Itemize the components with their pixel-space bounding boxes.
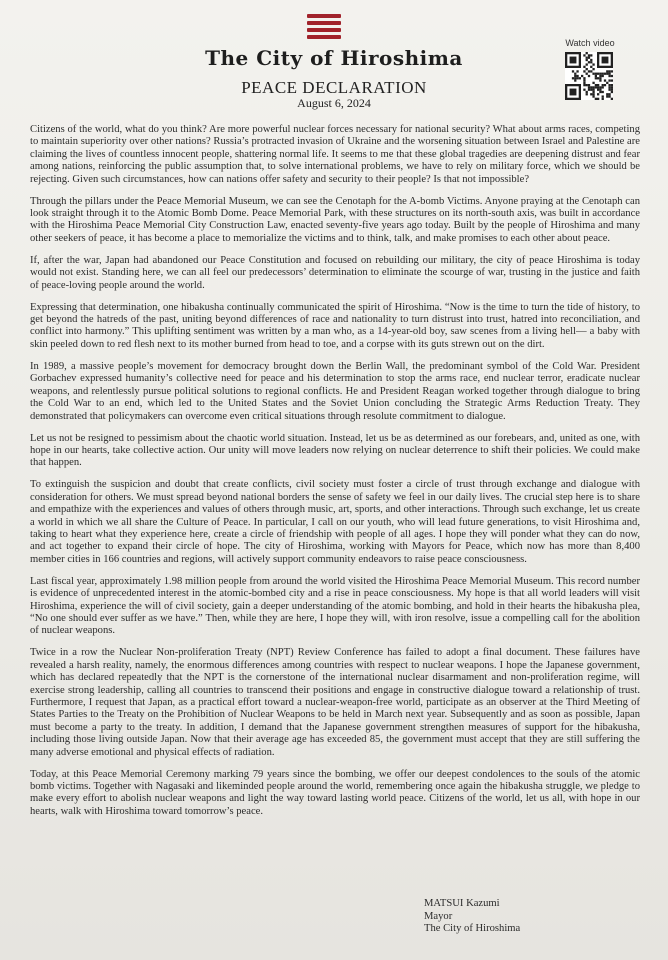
paragraph: Through the pillars under the Peace Memorial Museum, we can see the Cenotaph for the A-bomb Victims. Anyone praying at the Cenotaph can look straight through it to the Atomic Bomb Dome. Peace Memorial Park, with these structures on its north-south axis, was built in accordance with the Hiroshima Peace Memorial City Construction Law, enacted seventy-five years ago today. Built by the people of Hiroshima and many other seekers of peace, it has become a place to memorialize the victims and to think, talk, and make promises to each other about peace. <box>30 195 640 244</box>
signatory-role: Mayor <box>424 910 453 922</box>
declaration-date: August 6, 2024 <box>297 96 371 110</box>
watch-video-label: Watch video <box>565 38 615 48</box>
declaration-body <box>30 124 640 828</box>
paragraph: If, after the war, Japan had abandoned our Peace Constitution and focused on rebuilding our military, the city of peace Hiroshima is today would not exist. Standing here, we can all feel our predecessors’ determination to eliminate the scourge of war, trusting in the justice and faith of peace-loving people around the world. <box>30 254 640 291</box>
signatory-name: MATSUI Kazumi <box>424 898 500 909</box>
page-title: PEACE DECLARATION <box>241 78 427 97</box>
hiroshima-emblem-icon <box>307 14 341 40</box>
paragraph: To extinguish the suspicion and doubt that create conflicts, civil society must foster a circle of trust through exchange and dialogue with consideration for others. We must spread beyond national borders the sense of safety we feel in our daily lives. The crucial step here is to share and empathize with the experiences and values of others through music, art, sports, and other interactions. Through such exchange, let us create a world in which we all share the Culture of Peace. In particular, I call on our youth, who will lead future generations, to visit Hiroshima and, taking to heart what they experience here, create a circle of friendship with people of all ages. I hope they will ponder what they can do now, and act together to expand their circle of hope. The city of Hiroshima, working with Mayors for Peace, which now has more than 8,400 member cities in 166 countries and regions, will actively support community endeavors to raise peace consciousness. <box>30 479 640 565</box>
paragraph: Let us not be resigned to pessimism about the chaotic world situation. Instead, let us be as determined as our forebears, and, united as one, with hope in our hearts, take collective action. Our unity will move leaders now relying on nuclear deterrence to shift their policies. We could make that happen. <box>30 432 640 469</box>
paragraph: Citizens of the world, what do you think? Are more powerful nuclear forces necessary for national security? What about arms races, competing to maintain superiority over other nations? Russia’s protracted invasion of Ukraine and the worsening situation between Israel and Palestine are claiming the lives of countless innocent people, shattering normal life. It seems to me that these global tragedies are deepening distrust and fear among nations, reinforcing the public assumption that, to solve international problems, we have to rely on military force, which we should be rejecting. Given such circumstances, how can nations offer safety and security to their people? Is that not impossible? <box>30 124 640 185</box>
paragraph: In 1989, a massive people’s movement for democracy brought down the Berlin Wall, the predominant symbol of the Cold War. President Gorbachev expressed humanity’s collective need for peace and his determination to stop the arms race, end nuclear terror, eradicate nuclear weapons, and relentlessly pursue political solutions to regional conflicts. He and President Reagan worked together through dialogue to bring the Cold War to an end, which led to the United States and the Soviet Union concluding the Strategic Arms Reduction Treaty. They demonstrated that policymakers can overcome even critical situations through resolute commitment to dialogue. <box>30 360 640 422</box>
qr-code-icon[interactable] <box>565 52 613 100</box>
city-name: The City of Hiroshima <box>205 46 463 70</box>
paragraph: Twice in a row the Nuclear Non-proliferation Treaty (NPT) Review Conference has failed to adopt a final document. These failures have revealed a harsh reality, namely, the enormous differences among countries with respect to nuclear weapons. I hope the Japanese government, which has declared repeatedly that the NPT is the cornerstone of the international nuclear disarmament and non-proliferation regime, will exercise strong leadership, calling all countries to transcend their positions and engage in constructive dialogue toward a relationship of trust. Furthermore, I request that Japan, as a practical effort toward a nuclear-weapon-free world, participate as an observer at the Third Meeting of States Parties to the Treaty on the Prohibition of Nuclear Weapons to be held in March next year. Subsequently and as soon as possible, Japan must become a party to the treaty. In addition, I demand that the Japanese government strengthen measures of support for the hibakusha, including those living outside Japan. Now that their average age has exceeded 85, the government must accept that they are still suffering the many adverse emotional and physical effects of radiation. <box>30 647 640 758</box>
signature-block <box>424 898 520 936</box>
paragraph: Expressing that determination, one hibakusha continually communicated the spirit of Hiroshima. “Now is the time to turn the tide of history, to get beyond the hatreds of the past, uniting beyond differences of race and nationality to turn distrust into trust, hatred into reconciliation, and conflict into harmony.” This uplifting sentiment was written by a man who, as a 14-year-old boy, saw scenes from a living hell— a baby with skin peeled down to red flesh next to its mother burned from head to toe, and a corpse with its guts strewn out on the dirt. <box>30 301 640 350</box>
signatory-org: The City of Hiroshima <box>424 923 521 935</box>
paragraph: Today, at this Peace Memorial Ceremony marking 79 years since the bombing, we offer our deepest condolences to the souls of the atomic bomb victims. Together with Nagasaki and likeminded people around the world, remembering once again the hibakusha struggle, we pledge to make every effort to abolish nuclear weapons and light the way toward lasting world peace. Citizens of the world, let us all, with hope in our hearts, walk with Hiroshima toward tomorrow’s peace. <box>30 768 640 817</box>
paragraph: Last fiscal year, approximately 1.98 million people from around the world visited the Hiroshima Peace Memorial Museum. This record number is evidence of unprecedented interest in the atomic-bombed city and a rise in peace consciousness. My hope is that all world leaders will visit Hiroshima, experience the will of civil society, gain a deeper understanding of the atomic bombing, and hold in their hearts the hibakusha plea, “No one should ever suffer as we have.” Then, while they are here, I hope they will, with iron resolve, issue a compelling call for the abolition of nuclear weapons. <box>30 575 640 637</box>
